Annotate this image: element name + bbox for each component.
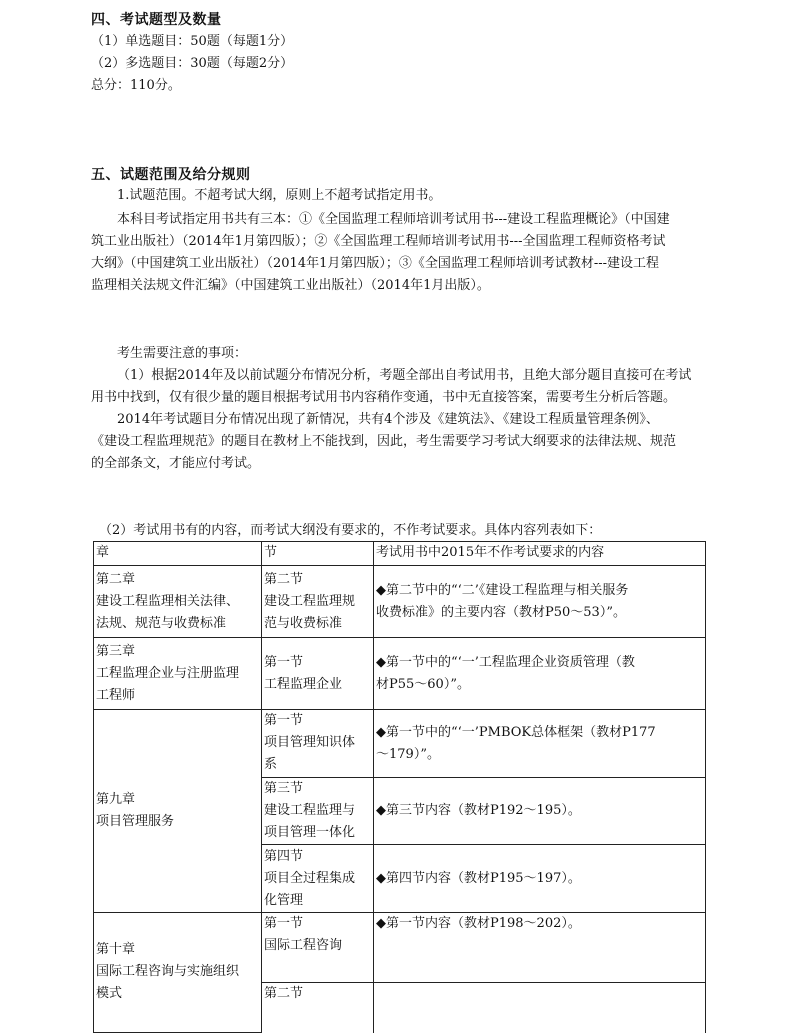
table-header-row	[94, 542, 706, 566]
section-cell: 第二节 建设工程监理规 范与收费标准	[262, 566, 374, 638]
header-chapter: 章	[94, 542, 262, 566]
section5-heading: 五、试题范围及给分规则	[91, 167, 251, 183]
content-cell: ◆第二节中的“‘二’《建设工程监理与相关服务 收费标准》的主要内容（教材P50～53）”。	[374, 566, 706, 638]
section-cell: 第二节	[262, 983, 374, 1033]
content-cell: ◆第一节中的“‘一’工程监理企业资质管理（教 材P55～60）”。	[374, 638, 706, 710]
books-line-2: 筑工业出版社）（2014年1月第四版）；②《全国监理工程师培训考试用书---全国监理工程师资格考试	[91, 234, 666, 249]
table-row	[94, 710, 706, 778]
exclusion-table	[93, 541, 706, 1033]
scope-line: 1.试题范围。不超考试大纲，原则上不超考试指定用书。	[117, 188, 442, 203]
content-cell: ◆第四节内容（教材P195～197）。	[374, 845, 706, 913]
table-row	[94, 913, 706, 983]
notes-title: 考生需要注意的事项：	[117, 346, 248, 361]
header-content: 考试用书中2015年不作考试要求的内容	[374, 542, 706, 566]
chapter-cell: 第三章 工程监理企业与注册监理 工程师	[94, 638, 262, 710]
table-intro: （2）考试用书有的内容，而考试大纲没有要求的，不作考试要求。具体内容列表如下：	[99, 523, 602, 538]
section-cell: 第三节 建设工程监理与 项目管理一体化	[262, 778, 374, 845]
section4-heading: 四、考试题型及数量	[91, 12, 222, 28]
multi-choice-line: （2）多选题目：30题（每题2分）	[91, 56, 294, 71]
notes-line-5: 的全部条文，才能应付考试。	[91, 456, 261, 471]
notes-line-4: 《建设工程监理规范》的题目在教材上不能找到，因此，考生需要学习考试大纲要求的法律法规、规范	[91, 434, 677, 449]
chapter-cell: 第九章 项目管理服务	[94, 710, 262, 913]
table-row	[94, 638, 706, 710]
content-cell: ◆第一节中的“‘一’PMBOK总体框架（教材P177 ～179）”。	[374, 710, 706, 778]
table-row	[94, 566, 706, 638]
chapter-cell: 第二章 建设工程监理相关法律、 法规、规范与收费标准	[94, 566, 262, 638]
content-cell: ◆第三节内容（教材P192～195）。	[374, 778, 706, 845]
section-cell: 第一节 项目管理知识体 系	[262, 710, 374, 778]
books-line-3: 大纲》（中国建筑工业出版社）（2014年1月第四版）；③《全国监理工程师培训考试教材---建设工程	[91, 256, 660, 271]
books-line-1: 本科目考试指定用书共有三本：①《全国监理工程师培训考试用书---建设工程监理概论》（中国建	[117, 212, 670, 227]
notes-line-1: （1）根据2014年及以前试题分布情况分析，考题全部出自考试用书，且绝大部分题目直接可在考试	[117, 368, 692, 383]
section-cell: 第一节 工程监理企业	[262, 638, 374, 710]
chapter-cell: 第十章 国际工程咨询与实施组织 模式	[94, 913, 262, 1033]
notes-line-3: 2014年考试题目分布情况出现了新情况，共有4个涉及《建筑法》、《建设工程质量管理条例》、	[117, 412, 659, 427]
section-cell: 第四节 项目全过程集成 化管理	[262, 845, 374, 913]
section-cell: 第一节 国际工程咨询	[262, 913, 374, 983]
header-section: 节	[262, 542, 374, 566]
content-cell	[374, 983, 706, 1033]
notes-line-2: 用书中找到，仅有很少量的题目根据考试用书内容稍作变通，书中无直接答案，需要考生分析后答题。	[91, 390, 677, 405]
content-cell: ◆第一节内容（教材P198～202）。	[374, 913, 706, 983]
books-line-4: 监理相关法规文件汇编》（中国建筑工业出版社）（2014年1月出版）。	[91, 278, 490, 293]
total-score-line: 总分：110分。	[91, 78, 181, 93]
single-choice-line: （1）单选题目：50题（每题1分）	[91, 34, 294, 49]
